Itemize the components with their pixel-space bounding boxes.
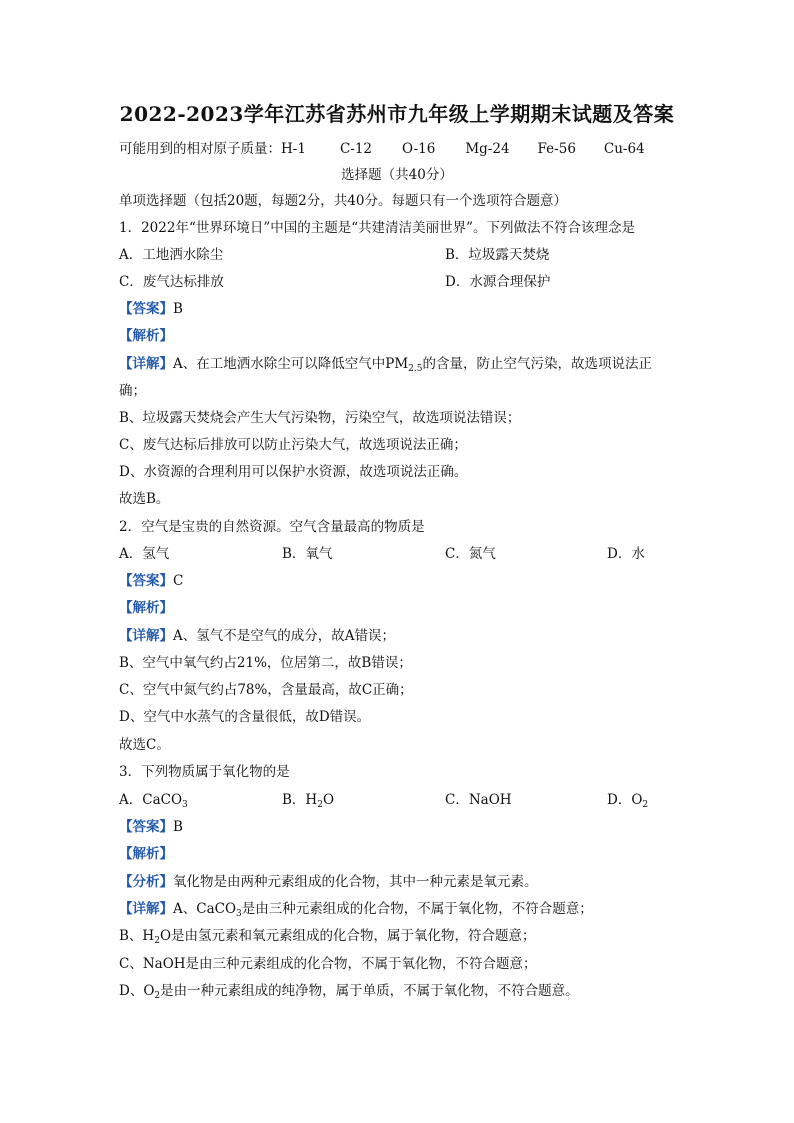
atomic-mass-label: 可能用到的相对原子质量： <box>119 141 281 157</box>
fenxi-tag: 【分析】 <box>119 874 173 890</box>
detail-tag: 【详解】 <box>119 356 173 372</box>
q1-conclusion: 故选B。 <box>119 491 170 507</box>
q3-answer-value: B <box>173 819 183 835</box>
mass-fe: Fe-56 <box>537 141 576 157</box>
q3-option-c-text: C．NaOH <box>445 792 512 808</box>
q2-option-b: B．氧气 <box>282 546 333 562</box>
q3-fenxi-text: 氧化物是由两种元素组成的化合物，其中一种元素是氧元素。 <box>173 874 538 890</box>
mass-cu: Cu-64 <box>603 141 645 157</box>
answer-tag: 【答案】 <box>119 573 173 589</box>
q3-detail-b-text: B、H <box>119 928 155 944</box>
mass-mg: Mg-24 <box>465 141 510 157</box>
mass-h: H-1 <box>281 141 306 157</box>
q3-option-a-text: A．CaCO <box>119 792 183 808</box>
section-title: 选择题（共40分） <box>341 167 453 183</box>
q1-option-d: D．水源合理保护 <box>445 274 551 290</box>
pm-subscript: 2.5 <box>408 364 423 374</box>
q1-detail-d: D、水资源的合理利用可以保护水资源，故选项说法正确。 <box>119 464 468 480</box>
q3-option-a <box>119 791 188 809</box>
q3-fenxi <box>119 873 538 891</box>
q2-detail-b: B、空气中氧气约占21%，位居第二，故B错误； <box>119 655 412 671</box>
q2-answer <box>119 572 183 590</box>
q2-stem: 2．空气是宝贵的自然资源。空气含量最高的物质是 <box>119 519 425 535</box>
atomic-mass-line <box>119 140 645 158</box>
q1-detail-b: B、垃圾露天焚烧会产生大气污染物，污染空气，故选项说法错误； <box>119 410 521 426</box>
q3-option-a-sub: 3 <box>182 800 188 810</box>
q3-option-d-text: D．O <box>607 792 643 808</box>
analysis-tag: 【解析】 <box>119 600 173 616</box>
q3-detail-a-text-2: 是由三种元素组成的化合物，不属于氧化物，不符合题意； <box>241 901 593 917</box>
q2-conclusion: 故选C。 <box>119 737 170 753</box>
q3-option-b <box>282 791 334 809</box>
analysis-tag: 【解析】 <box>119 846 173 862</box>
detail-tag: 【详解】 <box>119 628 173 644</box>
q3-detail-b <box>119 927 536 945</box>
page-title: 2022-2023学年江苏省苏州市九年级上学期期末试题及答案 <box>119 102 675 126</box>
q3-option-b-sub: 2 <box>317 800 323 810</box>
q3-detail-d <box>119 982 579 1000</box>
q1-detail-a-cont: 确； <box>119 383 146 399</box>
q2-option-d: D．水 <box>607 546 645 562</box>
q1-option-b: B．垃圾露天焚烧 <box>445 247 550 263</box>
answer-tag: 【答案】 <box>119 301 173 317</box>
q2-option-a: A．氢气 <box>119 546 170 562</box>
q1-detail-a <box>119 355 652 373</box>
analysis-tag: 【解析】 <box>119 328 173 344</box>
mass-o: O-16 <box>402 141 436 157</box>
q2-analysis <box>119 599 173 617</box>
q3-option-d <box>607 791 648 809</box>
q3-option-d-sub: 2 <box>642 800 649 810</box>
q2-detail-c: C、空气中氮气约占78%，含量最高，故C正确； <box>119 682 413 698</box>
q1-answer <box>119 300 183 318</box>
q2-answer-value: C <box>173 573 184 589</box>
q3-detail-d-text: D、O <box>119 983 155 999</box>
q3-detail-a-text: A、CaCO <box>173 901 237 917</box>
q3-detail-a <box>119 900 593 918</box>
q2-detail-a <box>119 627 395 645</box>
q3-answer <box>119 818 183 836</box>
q3-stem: 3．下列物质属于氧化物的是 <box>119 764 290 780</box>
q3-option-b-text: B．H <box>282 792 318 808</box>
q3-detail-c: C、NaOH是由三种元素组成的化合物，不属于氧化物，不符合题意； <box>119 956 537 972</box>
answer-tag: 【答案】 <box>119 819 173 835</box>
q1-detail-a-text: A、在工地洒水除尘可以降低空气中PM <box>173 356 409 372</box>
q1-option-a: A．工地洒水除尘 <box>119 247 224 263</box>
q2-detail-a-text: A、氢气不是空气的成分，故A错误； <box>173 628 395 644</box>
q3-option-b-text-2: O <box>322 792 335 808</box>
q1-analysis <box>119 327 173 345</box>
section-instructions: 单项选择题（包括20题，每题2分，共40分。每题只有一个选项符合题意） <box>119 193 567 209</box>
q3-detail-a-sub: 3 <box>236 909 242 919</box>
q2-detail-d: D、空气中水蒸气的含量很低，故D错误。 <box>119 709 371 725</box>
q1-detail-c: C、废气达标后排放可以防止污染大气，故选项说法正确； <box>119 437 467 453</box>
q3-detail-d-text-2: 是由一种元素组成的纯净物，属于单质，不属于氧化物，不符合题意。 <box>160 983 579 999</box>
q3-option-c <box>445 791 512 809</box>
q3-detail-b-text-2: O是由氢元素和氧元素组成的化合物，属于氧化物，符合题意； <box>159 928 536 944</box>
q1-option-c: C．废气达标排放 <box>119 274 224 290</box>
detail-tag: 【详解】 <box>119 901 173 917</box>
q1-answer-value: B <box>173 301 183 317</box>
q3-detail-b-sub: 2 <box>154 936 160 946</box>
q1-stem: 1．2022年“世界环境日”中国的主题是“共建清洁美丽世界”。下列做法不符合该理念是 <box>119 220 636 236</box>
q3-analysis <box>119 845 173 863</box>
q2-option-c: C．氮气 <box>445 546 496 562</box>
q3-detail-d-sub: 2 <box>154 991 161 1001</box>
q1-detail-a-text-2: 的含量，防止空气污染，故选项说法正 <box>422 356 652 372</box>
mass-c: C-12 <box>339 141 373 157</box>
